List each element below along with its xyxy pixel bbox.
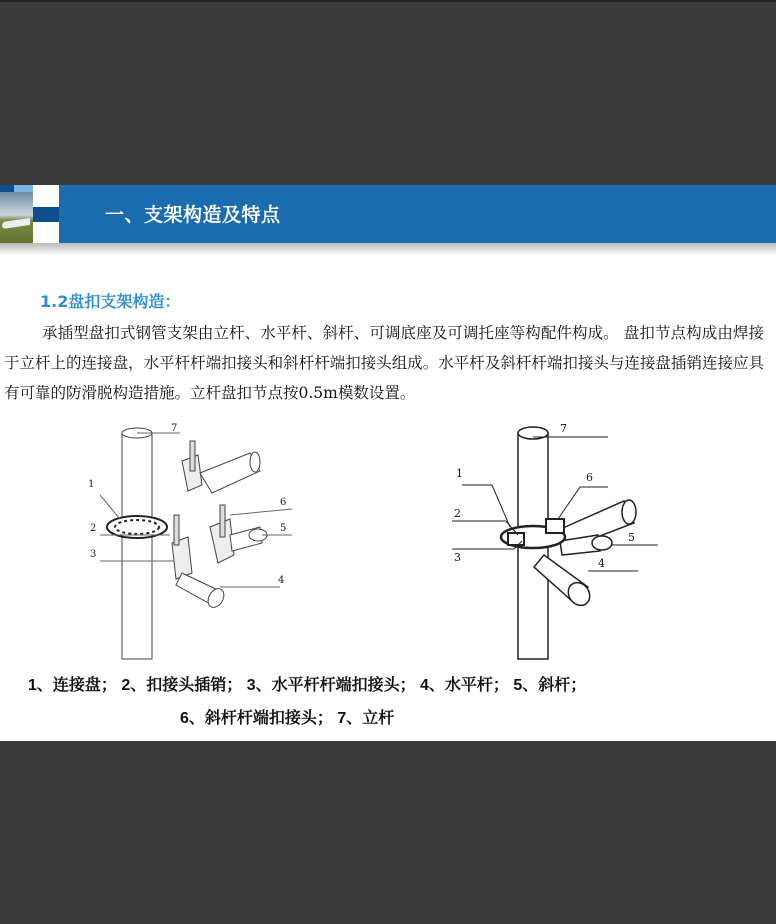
leader-1	[100, 495, 120, 519]
bottom-dark-area	[0, 741, 776, 924]
label-5: 5	[280, 523, 287, 534]
label-6: 6	[280, 497, 287, 508]
label-1: 1	[88, 479, 95, 490]
section-heading: 1.2盘扣支架构造：	[40, 292, 181, 311]
rod-5-end	[592, 536, 612, 550]
decor-square	[33, 207, 59, 222]
label-2: 2	[90, 523, 97, 534]
leader-6	[230, 509, 292, 515]
figure-caption-line2: 6、斜杆杆端扣接头； 7、立杆	[180, 710, 395, 727]
label-6: 6	[586, 471, 593, 484]
top-dark-area	[0, 0, 776, 185]
slide-title: 一、支架构造及特点	[105, 204, 281, 226]
decor-square	[0, 185, 14, 192]
left-diagram	[70, 423, 380, 663]
label-2: 2	[454, 507, 461, 520]
body-paragraph: 承插型盘扣式钢管支架由立杆、水平杆、斜杆、可调底座及可调托座等构配件构成。 盘扣节点构成由焊接于立杆上的连接盘，水平杆杆端扣接头和斜杆杆端扣接头组成。水平杆及斜杆杆端扣接头与连接盘插销连接应具有可靠的防滑脱构造措施。立杆盘扣节点按0.5m模数设置。	[4, 324, 764, 402]
leader-6	[558, 487, 580, 519]
decor-square	[14, 185, 33, 192]
decor-square	[33, 185, 59, 207]
figure-caption-line1: 1、连接盘； 2、扣接头插销； 3、水平杆杆端扣接头； 4、水平杆； 5、斜杆；	[28, 677, 587, 694]
coupler	[546, 519, 564, 533]
top-rod-end	[250, 452, 260, 472]
coupler-lower	[508, 533, 524, 545]
vertical-pole	[122, 433, 152, 659]
slide	[0, 185, 776, 741]
top-edge	[0, 0, 776, 2]
decor-square	[33, 222, 59, 243]
low-pin	[174, 515, 179, 545]
right-diagram	[448, 423, 688, 663]
label-7: 7	[560, 423, 567, 435]
train-shape	[2, 218, 30, 229]
label-3: 3	[90, 549, 97, 560]
label-7: 7	[171, 423, 178, 434]
top-pin	[190, 441, 195, 471]
label-4: 4	[598, 557, 605, 570]
train-thumbnail-image	[0, 192, 33, 243]
label-3: 3	[454, 551, 461, 564]
diagonal-rod-end	[622, 500, 636, 524]
mid-pin	[220, 505, 225, 537]
label-5: 5	[628, 531, 635, 544]
banner-shadow	[0, 243, 776, 255]
title-banner	[0, 185, 776, 243]
label-4: 4	[278, 575, 285, 586]
label-1: 1	[456, 467, 463, 480]
